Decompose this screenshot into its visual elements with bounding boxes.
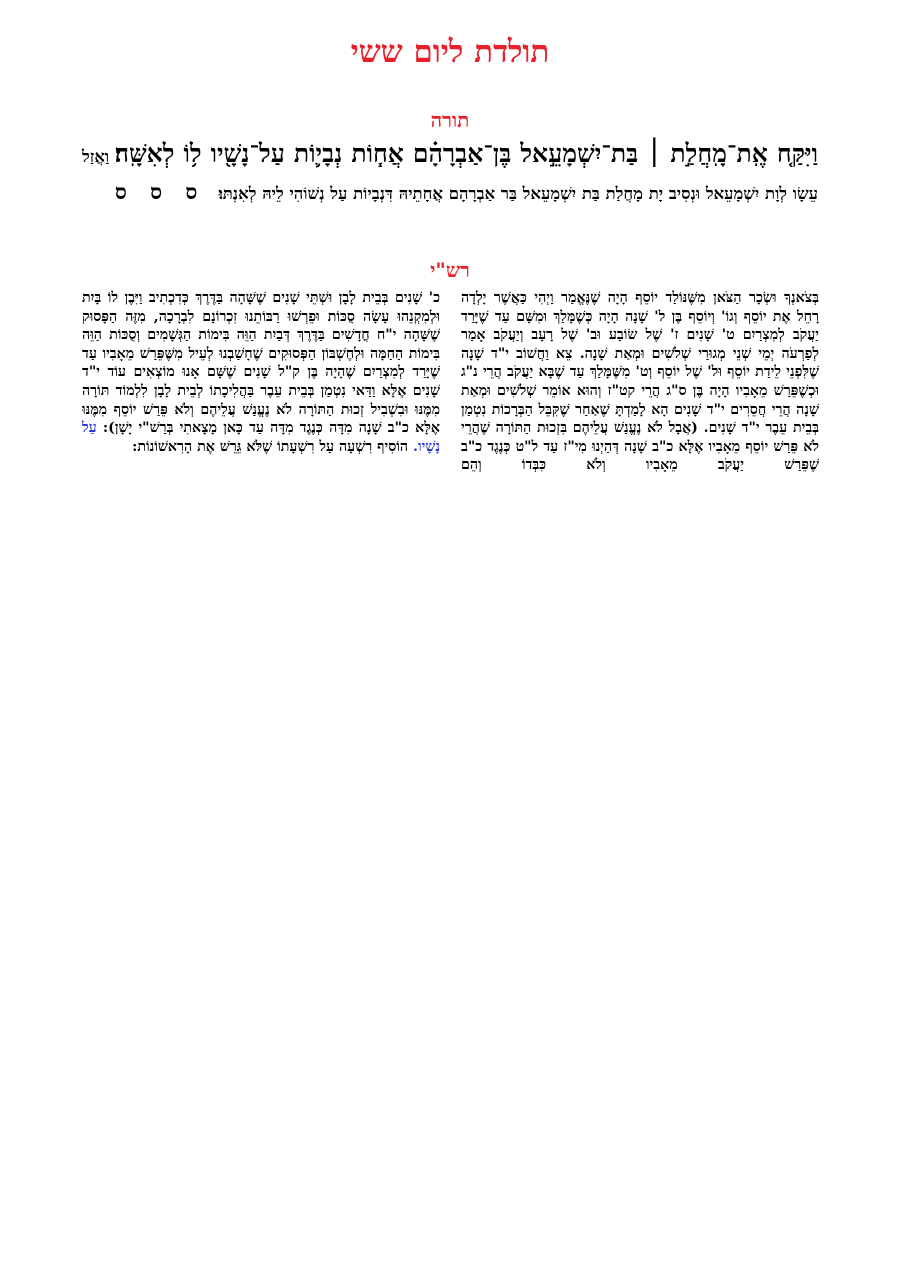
- torah-text-block: [82, 135, 818, 212]
- rashi-text: כ' שָׁנִים בְּבֵית לָבָן וּשְׁתֵּי שָׁנִים שֶׁשָּׁהָה בַּדֶּרֶךְ כְּדִכְתִיב וַיִּבֶן לוֹ בָּיִת וּלְמִקְנֵהוּ עָשָׂה סֻכּוֹת וּפֵרְשׁוּ רַבּוֹתֵנוּ זִכְרוֹנָם לִבְרָכָה, מִזֶּה הַפָּסוּק שֶׁשָּׁהָה י"ח חֳדָשִׁים בַּדֶּרֶךְ דְּבַיִת הַוֵּה בִּימוֹת הַגְּשָׁמִים וְסֻכּוֹת הַוֵּה בִּימוֹת הַחַמָּה וּלְחֶשְׁבּוֹן הַפְּסוּקִים שֶׁחָשַׁבְנוּ לְעֵיל מִשֶּׁפֵּרַשׁ מֵאָבִיו עַד שֶׁיָּרַד לְמִצְרַיִם שֶׁהָיָה בֶּן ק"ל שָׁנִים שֶׁשָּׁם אָנוּ מוֹצְאִים עוֹד י"ד שָׁנִים אֶלָּא וַדַּאי נִטְמַן בְּבֵית עֵבֶר בַּהֲלִיכָתוֹ לְבֵית לָבָן לִלְמוֹד תּוֹרָה מִמֶּנּוּ וּבִשְׁבִיל זְכוּת הַתּוֹרָה לֹא נֶעֱנַשׁ עֲלֵיהֶם וְלֹא פֵּרַשׁ יוֹסֵף מִמֶּנּוּ אֶלָּא כ"ב שָׁנָה מִדָּה כְּנֶגֶד מִדָּה עַד כָּאן מָצָאתִי בְּרַשׁ"י יָשָׁן):: [82, 290, 440, 437]
- dibur-hamatchil: עַל נָשָׁיו.: [82, 420, 440, 455]
- parsha-marks: ס ס ס: [114, 179, 206, 204]
- torah-heading: תורה: [430, 108, 470, 132]
- onkelos-translation: וַאֲזַל עֵשָׂו לְוָת יִשְׁמָעֵאל וּנְסִיב יָת מָחֲלַת בַּת יִשְׁמָעֵאל בַּר אַבְרָהָם אֲחָתֵיהּ דִּנְבָיוֹת עַל נְשׁוֹהִי לֵיהּ לְאִנְתּוּ׃: [82, 147, 818, 203]
- rashi-heading: רש"י: [430, 258, 470, 282]
- rashi-column-right: [461, 289, 819, 475]
- rashi-text: הוֹסִיף רִשְׁעָה עַל רִשְׁעָתוֹ שֶׁלֹּא גֵּרֵשׁ אֶת הָרִאשׁוֹנוֹת:: [132, 438, 409, 455]
- rashi-text: בְּצֹאנְךָ וּשְׂכָר הַצֹּאן מִשֶּׁנּוֹלַד יוֹסֵף הָיָה שֶׁנֶּאֱמַר וַיְהִי כַּאֲשֶׁר יָלְדָה רָחֵל אֶת יוֹסֵף וְגוֹ' וְיוֹסֵף בֶּן ל' שָׁנָה הָיָה כְּשֶׁמָּלַךְ וּמִשָּׁם עַד שֶׁיָּרַד יַעֲקֹב לְמִצְרַיִם ט' שָׁנִים ז' שֶׁל שׂוֹבַע וּב' שֶׁל רָעָב וְיַעֲקֹב אָמַר לְפַרְעֹה יְמֵי שְׁנֵי מְגוּרַי שְׁלֹשִׁים וּמְאַת שָׁנָה. צֵא וַחֲשׁוֹב י"ד שָׁנָה שֶׁלִּפְנֵי לֵידַת יוֹסֵף וּל' שֶׁל יוֹסֵף וְט' מִשֶּׁמָּלַךְ עַד שֶׁבָּא יַעֲקֹב הֲרֵי נ"ג וּכְשֶׁפֵּרַשׁ מֵאָבִיו הָיָה בֶּן ס"ג הֲרֵי קט"ז וְהוּא אוֹמֵר שְׁלֹשִׁים וּמְאַת שָׁנָה הֲרֵי חֲסֵרִים י"ד שָׁנִים הָא לָמַדְתָּ שֶׁאַחַר שֶׁקִּבֵּל הַבְּרָכוֹת נִטְמַן בְּבֵית עֵבֶר י"ד שָׁנִים. (אֲבָל לֹא נֶעֱנַשׁ עֲלֵיהֶם בִּזְכוּת הַתּוֹרָה שֶׁהֲרֵי לֹא פֵּרַשׁ יוֹסֵף מֵאָבִיו אֶלָּא כ"ב שָׁנָה דְּהַיְנוּ מִי"ז עַד ל"ט כְּנֶגֶד כ"ב שֶׁפֵּרַשׁ יַעֲקֹב מֵאָבִיו וְלֹא כִּבְּדוֹ וְהֵם: [461, 290, 819, 474]
- page-title: תולדת ליום ששי: [350, 34, 550, 70]
- torah-verse: וַיִּקַּ֤ח אֶֽת־מָֽחֲלַ֣ת ׀ בַּת־יִשְׁמָעֵ֣אל בֶּן־אַבְרָהָ֗ם אֲח֧וֹת נְבָי֛וֹת עַל־נָשָׁ֖יו ל֥וֹ לְאִשָּֽׁה׃: [114, 139, 818, 168]
- rashi-column-left: [82, 289, 440, 456]
